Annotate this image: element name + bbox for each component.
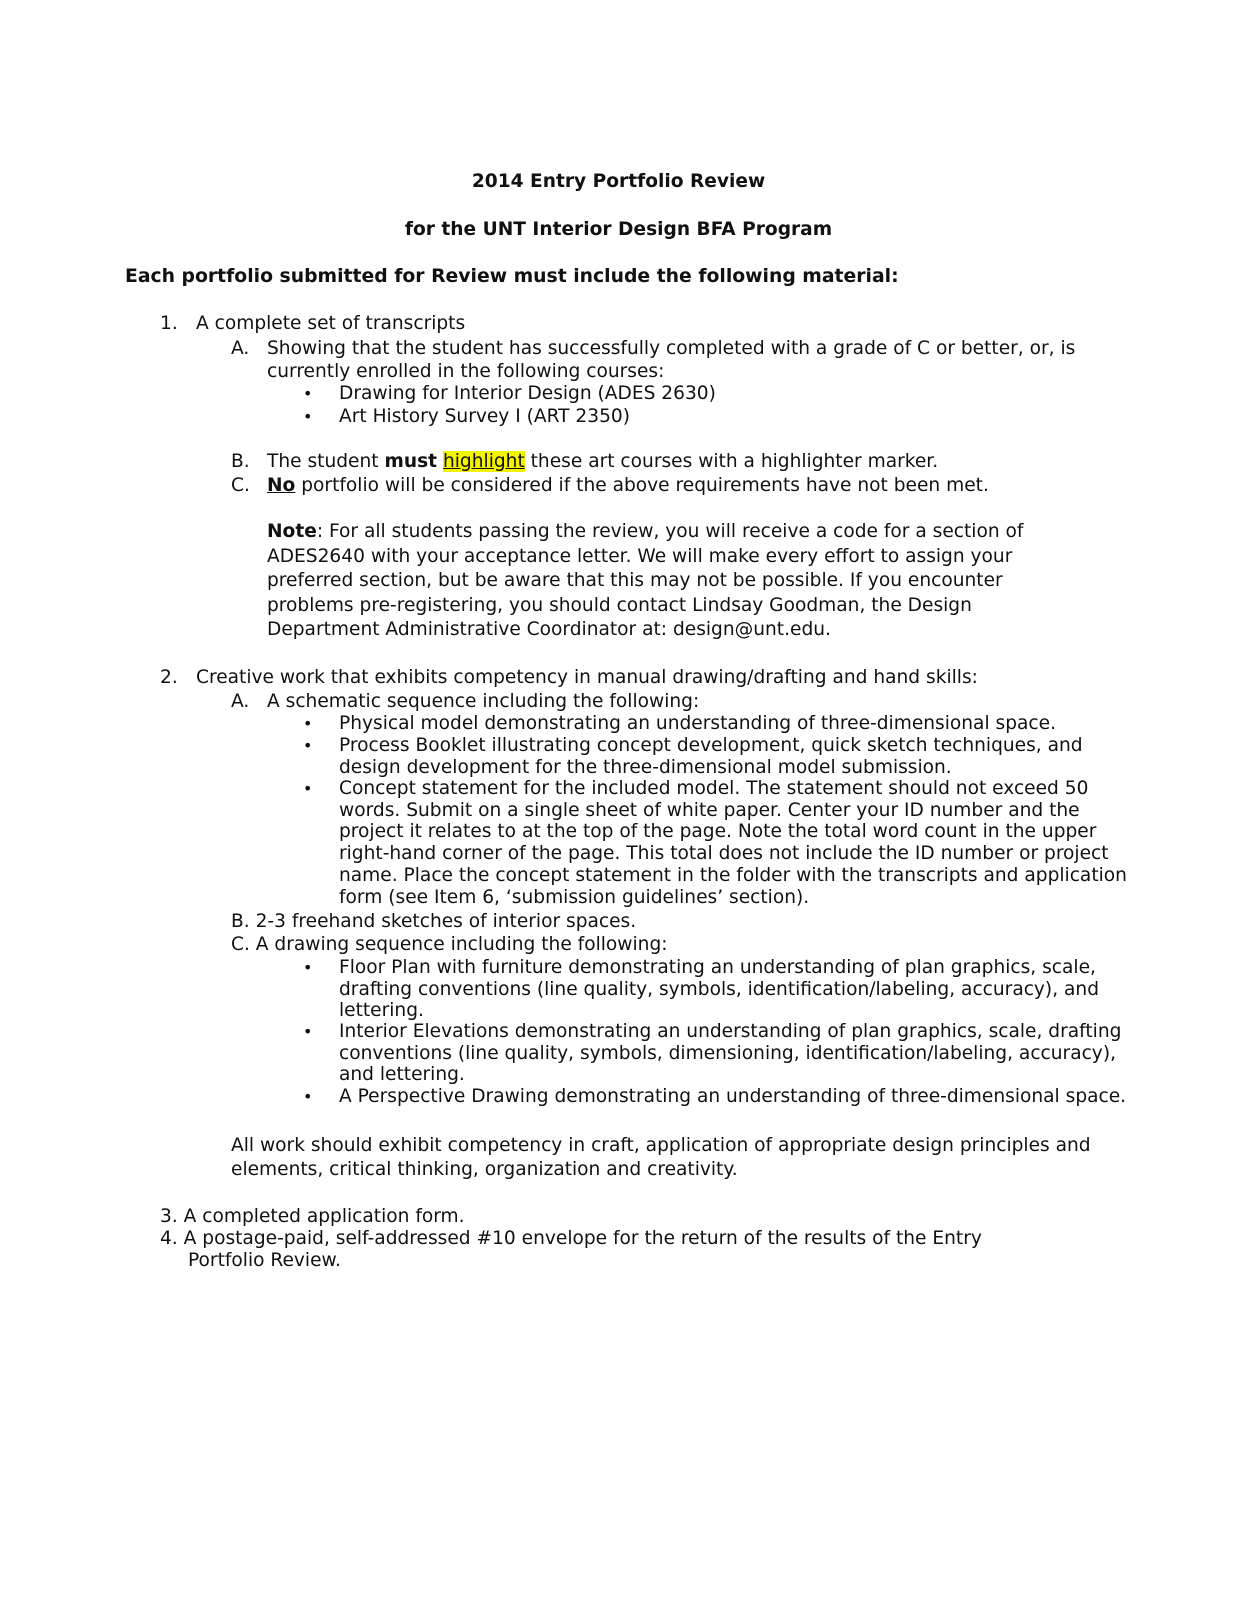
must-emphasis: must xyxy=(384,451,438,472)
drawing-line: drafting conventions (line quality, symbols, identification/labeling, accuracy), and xyxy=(339,978,1099,1000)
item-2-text: Creative work that exhibits competency in manual drawing/drafting and hand skills: xyxy=(196,667,978,688)
item-1b-marker: B. xyxy=(231,451,250,472)
note-line: preferred section, but be aware that this may not be possible. If you encounter xyxy=(267,570,1003,591)
item-2a-marker: A. xyxy=(231,691,250,712)
bullet-icon: • xyxy=(303,736,313,755)
item-1a-line-2: currently enrolled in the following courses: xyxy=(267,361,665,382)
note-line: ADES2640 with your acceptance letter. We will make every effort to assign your xyxy=(267,545,1013,567)
summary-line: All work should exhibit competency in craft, application of appropriate design principles and xyxy=(231,1135,1091,1156)
schematic-line: Physical model demonstrating an understanding of three-dimensional space. xyxy=(339,713,1056,734)
bullet-icon: • xyxy=(303,384,313,403)
schematic-item xyxy=(339,713,1056,735)
item-1c-post: portfolio will be considered if the above requirements have not been met. xyxy=(295,475,989,496)
drawing-line: Interior Elevations demonstrating an understanding of plan graphics, scale, drafting xyxy=(339,1021,1122,1042)
section-heading: Each portfolio submitted for Review must include the following material: xyxy=(125,266,899,287)
item-1-number: 1. xyxy=(160,313,178,334)
schematic-line: design development for the three-dimensional model submission. xyxy=(339,757,952,778)
course-item: Art History Survey I (ART 2350) xyxy=(339,406,630,427)
item-2c-text: C. A drawing sequence including the following: xyxy=(231,934,668,955)
drawing-line: lettering. xyxy=(339,1000,424,1022)
course-item: Drawing for Interior Design (ADES 2630) xyxy=(339,383,716,404)
page-title: 2014 Entry Portfolio Review xyxy=(471,171,766,192)
drawing-item xyxy=(339,1086,1126,1108)
bullet-icon: • xyxy=(303,407,313,426)
bullet-icon: • xyxy=(303,1022,313,1041)
schematic-line: Process Booklet illustrating concept development, quick sketch techniques, and xyxy=(339,735,1083,756)
item-1a-line-1: Showing that the student has successfully completed with a grade of C or better, or, is xyxy=(267,338,1076,359)
schematic-line: words. Submit on a single sheet of white paper. Center your ID number and the xyxy=(339,799,1080,821)
note-line: Department Administrative Coordinator at: design@unt.edu. xyxy=(267,619,831,640)
item-1a-marker: A. xyxy=(231,338,250,359)
summary-paragraph xyxy=(231,1134,1091,1182)
drawing-line: and lettering. xyxy=(339,1064,465,1086)
summary-line: elements, critical thinking, organization and creativity. xyxy=(231,1159,738,1180)
bullet-icon: • xyxy=(303,958,313,977)
item-1-text: A complete set of transcripts xyxy=(196,313,466,334)
item-2a-text: A schematic sequence including the following: xyxy=(267,691,700,712)
item-1b-text xyxy=(267,451,938,473)
bullet-icon: • xyxy=(303,1087,313,1106)
drawing-line: conventions (line quality, symbols, dimensioning, identification/labeling, accuracy), xyxy=(339,1042,1116,1064)
page-subtitle: for the UNT Interior Design BFA Program xyxy=(404,219,833,240)
schematic-line: project it relates to at the top of the page. Note the total word count in the upper xyxy=(339,821,1097,843)
item-1b-post: these art courses with a highlighter marker. xyxy=(524,451,939,472)
item-1b-pre: The student xyxy=(267,451,385,472)
note-line: problems pre-registering, you should contact Lindsay Goodman, the Design xyxy=(267,594,972,616)
item-2-number: 2. xyxy=(160,667,178,688)
schematic-line: form (see Item 6, ‘submission guidelines’ section). xyxy=(339,886,810,908)
bullet-icon: • xyxy=(303,779,313,798)
no-emphasis: No xyxy=(267,475,296,496)
schematic-line: name. Place the concept statement in the folder with the transcripts and application xyxy=(339,864,1127,886)
drawing-item xyxy=(339,1021,1121,1086)
bullet-icon: • xyxy=(303,714,313,733)
drawing-item xyxy=(339,957,1099,1022)
schematic-item xyxy=(339,778,1127,908)
item-4-line-1: 4. A postage-paid, self-addressed #10 envelope for the return of the results of the Entry xyxy=(160,1228,982,1249)
item-1c-text xyxy=(267,475,989,497)
item-4-line-2: Portfolio Review. xyxy=(188,1250,341,1271)
schematic-line: right-hand corner of the page. This total does not include the ID number or project xyxy=(339,843,1109,865)
drawing-line: A Perspective Drawing demonstrating an understanding of three-dimensional space. xyxy=(339,1086,1127,1107)
item-3-text: 3. A completed application form. xyxy=(160,1206,465,1227)
highlight-word: highlight xyxy=(442,451,525,472)
schematic-line: Concept statement for the included model. The statement should not exceed 50 xyxy=(339,778,1089,799)
note-line: : For all students passing the review, you will receive a code for a section of xyxy=(316,521,1024,542)
item-1c-marker: C. xyxy=(231,475,250,496)
drawing-line: Floor Plan with furniture demonstrating an understanding of plan graphics, scale, xyxy=(339,957,1096,978)
note-label: Note xyxy=(267,521,317,542)
note-paragraph xyxy=(267,520,1023,643)
item-2b-text: B. 2-3 freehand sketches of interior spaces. xyxy=(231,911,637,932)
schematic-item xyxy=(339,735,1083,779)
